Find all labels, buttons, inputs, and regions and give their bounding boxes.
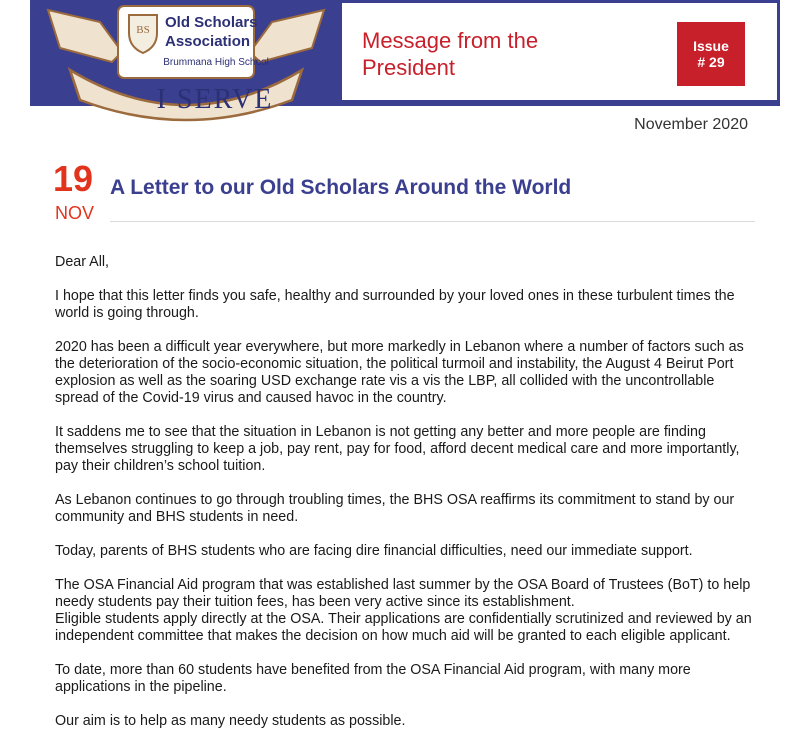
svg-text:BS: BS	[136, 24, 150, 36]
logo-line-1: Old Scholars	[165, 14, 258, 31]
paragraph: Today, parents of BHS students who are facing dire financial difficulties, need our immediate support.	[55, 543, 693, 559]
paragraph: 2020 has been a difficult year everywhere, but more markedly in Lebanon where a number of factors such as the deterioration of the socio-economic situation, the political turmoil and instability, the August 4 Beirut Port explosion as well as the soaring USD exchange rate vis a vis the LBP, all collided with the uncontrollable spread of the Covid-19 virus and caused havoc in the country.	[55, 339, 744, 406]
issue-number: # 29	[697, 54, 725, 70]
title-divider	[110, 221, 755, 222]
letter-body	[55, 254, 755, 747]
paragraph: Our aim is to help as many needy students as possible.	[55, 713, 406, 729]
paragraph: To date, more than 60 students have benefited from the OSA Financial Aid program, with many more applications in the pipeline.	[55, 662, 691, 695]
paragraph: The OSA Financial Aid program that was established last summer by the OSA Board of Trustees (BoT) to help needy students pay their tuition fees, has been very active since its establishment.	[55, 577, 751, 610]
logo-line-2: Association	[165, 33, 251, 50]
paragraph: As Lebanon continues to go through troubling times, the BHS OSA reaffirms its commitment to stand by our community and BHS students in need.	[55, 492, 735, 525]
header-message-title: Message from the President	[362, 28, 539, 80]
article-month: NOV	[55, 203, 95, 223]
paragraph: I hope that this letter finds you safe, healthy and surrounded by your loved ones in these turbulent times the world is going through.	[55, 288, 735, 321]
association-logo	[30, 0, 342, 128]
article-title: A Letter to our Old Scholars Around the World	[110, 176, 572, 199]
issue-label: Issue	[693, 38, 729, 54]
logo-motto: I SERVE	[156, 84, 274, 115]
issue-date: November 2020	[634, 116, 748, 133]
article-day: 19	[53, 158, 94, 199]
shield-icon	[125, 11, 161, 55]
header-message-panel	[342, 3, 777, 100]
paragraph: Dear All,	[55, 254, 110, 270]
issue-badge	[677, 22, 745, 86]
paragraph: Eligible students apply directly at the OSA. Their applications are confidentially scrutinized and reviewed by an independent committee that makes the decision on how much aid will be granted to each eligible applicant.	[55, 611, 752, 644]
logo-line-3: Brummana High School	[163, 57, 269, 68]
paragraph: It saddens me to see that the situation in Lebanon is not getting any better and more people are finding themselves struggling to keep a job, pay rent, pay for food, afford decent medical care and more importantly, pay their children’s school tuition.	[55, 424, 740, 474]
